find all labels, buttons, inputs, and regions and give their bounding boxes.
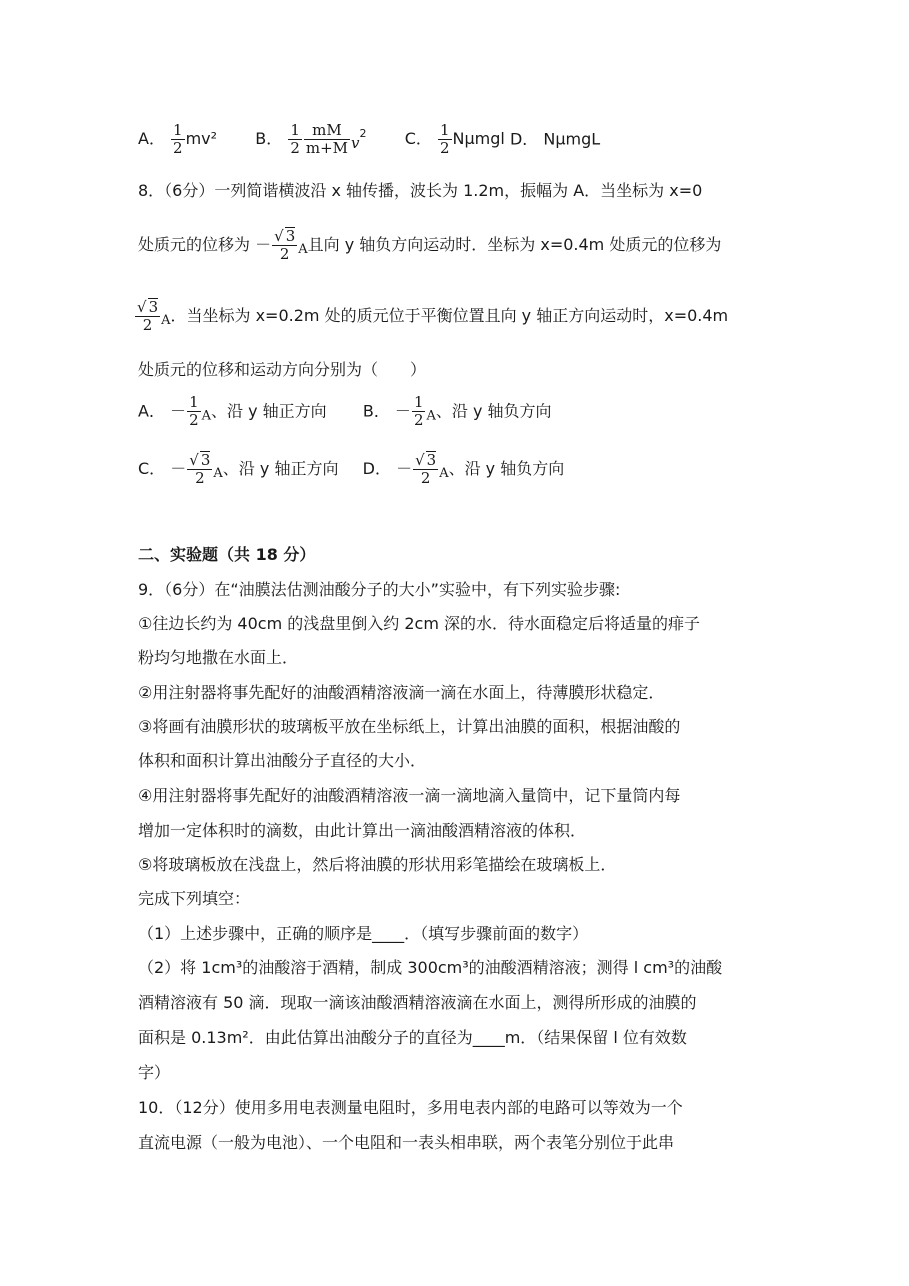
fraction: $\frac{1}{2}$ [439,121,450,158]
fraction-sqrt3-over-2: $\frac{√ 3}{2}$ [274,227,296,264]
q8-line-1: 8．（6分）一列简谐横波沿 x 轴传播，波长为 1.2m，振幅为 A．当坐标为 x=0 [138,181,703,200]
fraction: $\frac{mM}{m+M}$ [305,121,349,158]
q8-options-cd [138,451,564,488]
fraction-sqrt3-over-2: $\frac{√ 3}{2}$ [137,298,159,335]
q7-option-c: C． $\frac{1}{2}$ Nμmgl [404,121,505,158]
fraction: $\frac{1}{2}$ [413,393,424,430]
q9-fill-prompt: 完成下列填空： [138,889,251,908]
q8-option-b: B． － $\frac{1}{2}$ A、沿 y 轴负方向 [362,393,552,430]
q8-line-4: 处质元的位移和运动方向分别为（ ） [138,360,427,379]
fraction: $\frac{1}{2}$ [189,393,199,430]
q9-step-4a: ④用注射器将事先配好的油酸酒精溶液一滴一滴地滴入量筒中，记下量筒内每 [138,786,681,805]
q9-step-1b: 粉均匀地撒在水面上． [138,648,299,667]
fraction-sqrt3-over-2: $\frac{√ 3}{2}$ [415,451,437,488]
q7-option-a: A． $\frac{1}{2}$ mv² [138,121,218,158]
q9-part-2d: 字） [138,1063,171,1082]
q9-step-3a: ③将画有油膜形状的玻璃板平放在坐标纸上，计算出油膜的面积，根据油酸的 [138,717,681,736]
q7-options-row [138,122,600,158]
q9-step-5: ⑤将玻璃板放在浅盘上，然后将油膜的形状用彩笔描绘在玻璃板上． [138,855,617,874]
q8-options-ab [138,394,552,430]
fraction: $\frac{1}{2}$ [290,121,300,158]
q8-option-c: C． － $\frac{√ 3}{2}$ A、沿 y 轴正方向 [138,451,339,488]
q9-part-2c: 面积是 0.13m²．由此估算出油酸分子的直径为____m．（结果保留 l 位有效数 [138,1028,687,1047]
q10-line-2: 直流电源（一般为电池）、一个电阻和一表头相串联，两个表笔分别位于此串 [138,1133,675,1152]
q9-step-1a: ①往边长约为 40cm 的浅盘里倒入约 2cm 深的水．待水面稳定后将适量的痱子 [138,614,700,633]
q10-line-1: 10．（12分）使用多用电表测量电阻时，多用电表内部的电路可以等效为一个 [138,1098,683,1117]
q8-line-3: $\frac{√ 3}{2}$ A．当坐标为 x=0.2m 处的质元位于平衡位置且向 y 轴正方向运动时，x=0.4m [137,298,729,335]
q7-option-b: B． $\frac{1}{2}$ $\frac{mM}{m+M}$ $v^2$ [255,121,367,158]
q9-part-2b: 酒精溶液有 50 滴．现取一滴该油酸酒精溶液滴在水面上，测得所形成的油膜的 [138,993,697,1012]
q8-line-2: 处质元的位移为 － $\frac{√ 3}{2}$ A且向 y 轴负方向运动时．坐标为 x=0.4m 处质元的位移为 [138,227,722,264]
fraction: $\frac{1}{2}$ [173,121,183,158]
fraction-sqrt3-over-2: $\frac{√ 3}{2}$ [189,451,211,488]
q9-part-1: （1）上述步骤中，正确的顺序是____．（填写步骤前面的数字） [138,924,589,943]
section-heading: 二、实验题（共 18 分） [138,545,316,564]
q9-step-3b: 体积和面积计算出油酸分子直径的大小． [138,751,427,770]
q9-step-4b: 增加一定体积时的滴数，由此计算出一滴油酸酒精溶液的体积． [138,821,587,840]
q9-intro: 9．（6分）在“油膜法估测油酸分子的大小”实验中，有下列实验步骤: [138,580,621,599]
q8-option-a: A． － $\frac{1}{2}$ A、沿 y 轴正方向 [138,393,327,430]
q9-part-2a: （2）将 1cm³的油酸溶于酒精，制成 300cm³的油酸酒精溶液；测得 l cm³的油酸 [138,958,723,977]
q9-step-2: ②用注射器将事先配好的油酸酒精溶液滴一滴在水面上，待薄膜形状稳定． [138,683,665,702]
q8-option-d: D． － $\frac{√ 3}{2}$ A、沿 y 轴负方向 [362,451,565,488]
q7-option-d: D． NμmgL [509,129,601,149]
